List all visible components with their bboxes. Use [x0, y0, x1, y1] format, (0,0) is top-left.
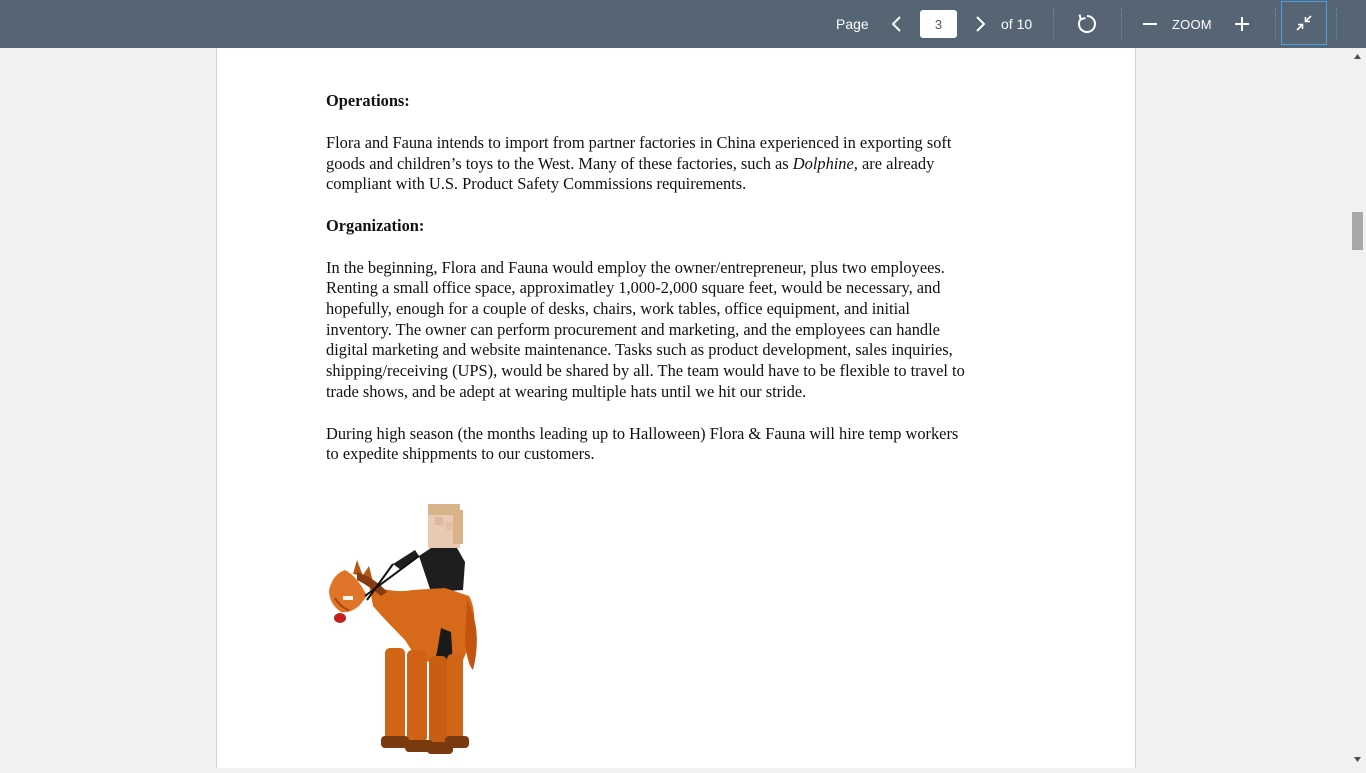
zoom-label: ZOOM — [1172, 16, 1212, 32]
collapse-arrows-icon — [1295, 14, 1313, 32]
exit-fullscreen-button[interactable] — [1281, 1, 1327, 45]
toolbar-divider — [1275, 8, 1276, 40]
paragraph-line — [326, 154, 934, 175]
previous-page-button[interactable] — [884, 12, 910, 36]
zoom-out-button[interactable] — [1138, 12, 1162, 36]
paragraph-line: to expedite shippments to our customers. — [326, 444, 595, 463]
document-viewer[interactable] — [0, 48, 1349, 768]
paragraph-line: During high season (the months leading up to Halloween) Flora & Fauna will hire temp workers — [326, 424, 959, 443]
vertical-scrollbar[interactable] — [1349, 48, 1366, 768]
paragraph-line: Flora and Fauna intends to import from partner factories in China experienced in exporting soft — [326, 133, 952, 152]
operations-heading: Operations: — [326, 91, 410, 110]
minus-icon — [1142, 16, 1158, 32]
paragraph-line: trade shows, and be adept at wearing multiple hats until we hit our stride. — [326, 382, 807, 401]
rotate-icon — [1076, 13, 1098, 35]
paragraph-line: hopefully, enough for a couple of desks, chairs, work tables, office equipment, and initial — [326, 299, 910, 318]
scroll-up-button[interactable] — [1349, 48, 1366, 65]
next-page-button[interactable] — [967, 12, 993, 36]
text-run: , are already — [853, 154, 935, 173]
factory-name: Dolphine — [792, 154, 854, 173]
paragraph-line: digital marketing and website maintenance. Tasks such as product development, sales inquiries, — [326, 340, 953, 359]
chevron-right-icon — [973, 15, 987, 33]
costume-photo — [327, 500, 487, 762]
scroll-down-button[interactable] — [1349, 751, 1366, 768]
toolbar-divider — [1121, 8, 1122, 40]
page-count-label: of 10 — [1001, 16, 1033, 32]
toolbar-divider — [1053, 8, 1054, 40]
text-run: goods and children’s toys to the West. Many of these factories, such as — [326, 154, 793, 173]
zoom-in-button[interactable] — [1230, 12, 1254, 36]
viewer-toolbar — [0, 0, 1366, 48]
toolbar-divider — [1336, 8, 1337, 40]
paragraph-line: inventory. The owner can perform procurement and marketing, and the employees can handle — [326, 320, 940, 339]
chevron-left-icon — [890, 15, 904, 33]
paragraph-line: In the beginning, Flora and Fauna would employ the owner/entrepreneur, plus two employees. — [326, 258, 945, 277]
page-label: Page — [836, 16, 869, 32]
paragraph-line: shipping/receiving (UPS), would be shared by all. The team would have to be flexible to travel to — [326, 361, 965, 380]
organization-heading: Organization: — [326, 216, 425, 235]
paragraph-line: Renting a small office space, approximatley 1,000-2,000 square feet, would be necessary, and — [326, 278, 941, 297]
paragraph-line: compliant with U.S. Product Safety Commissions requirements. — [326, 174, 747, 193]
arrow-down-icon — [1349, 751, 1366, 768]
plus-icon — [1234, 16, 1250, 32]
scrollbar-thumb[interactable] — [1352, 212, 1363, 250]
page-number-input[interactable] — [920, 10, 957, 38]
document-page — [216, 48, 1136, 768]
rotate-button[interactable] — [1072, 10, 1102, 38]
arrow-up-icon — [1349, 48, 1366, 65]
